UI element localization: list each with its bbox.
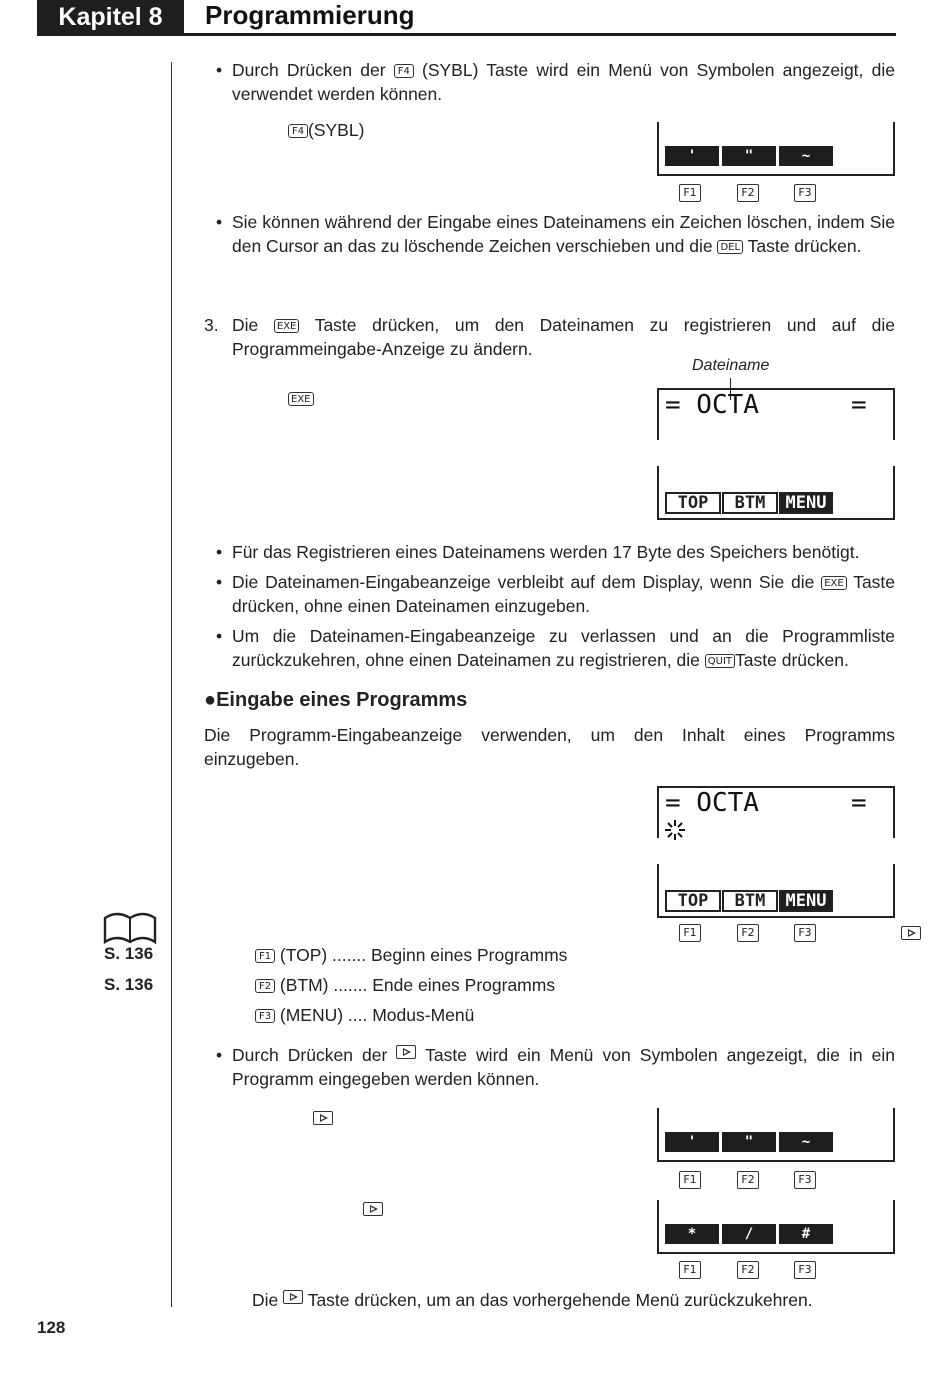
screen-softkey: ~ (779, 146, 833, 166)
del-bullet (232, 210, 895, 258)
note-text: Taste drücken. (735, 650, 849, 670)
f4-key-icon: F4 (394, 64, 414, 78)
del-key-icon: DEL (717, 240, 743, 254)
screen-softkey: ' (665, 1132, 719, 1152)
cursor-icon (663, 818, 687, 842)
step-number: 3. (204, 315, 219, 335)
chapter-title: Programmierung (205, 0, 415, 30)
chapter-badge: Kapitel 8 (37, 0, 184, 34)
screen-softkey: " (722, 1132, 776, 1152)
screen-softkey: ' (665, 146, 719, 166)
screen-softkey: # (779, 1224, 833, 1244)
closing-text-part: Taste drücken, um an das vorhergehende Menü zurückzukehren. (307, 1290, 813, 1310)
menu-legend (255, 940, 567, 1030)
menu-top: TOP (665, 492, 721, 514)
bullet-text: Taste drücken. (747, 236, 862, 256)
f3-key-icon: F3 (794, 184, 816, 202)
f3-key-icon: F3 (794, 1171, 816, 1189)
calc-screen-menu (657, 864, 895, 918)
note-bytes: • Für das Registrieren eines Dateinamens werden 17 Byte des Speichers benötigt. (232, 540, 895, 564)
calc-screen-sybl (657, 122, 895, 176)
bullet-text: (SYBL) Taste wird ein Menü von Symbolen angezeigt, die verwendet werden können. (232, 60, 895, 104)
step-label: (SYBL) (308, 120, 365, 140)
f2-key-icon: F2 (255, 979, 275, 993)
margin-rule (171, 62, 172, 1307)
legend-item (255, 970, 567, 1000)
page-number: 128 (37, 1318, 66, 1337)
legend-item (255, 1000, 567, 1030)
menu-btm: BTM (722, 492, 778, 514)
f2-key-icon: F2 (737, 1261, 759, 1279)
exe-key-icon: EXE (288, 392, 314, 406)
quit-key-icon: QUIT (705, 654, 735, 668)
right-arrow-key-icon (283, 1290, 303, 1304)
menu-menu: MENU (779, 492, 833, 514)
calc-screen-menu (657, 466, 895, 520)
f4-key-icon: F4 (288, 124, 308, 138)
section-intro: Die Programm-Eingabeanzeige verwenden, um den Inhalt eines Programms einzugeben. (204, 725, 895, 769)
closing-text (252, 1288, 813, 1312)
page-ref: S. 136 (104, 975, 154, 994)
menu-menu: MENU (779, 890, 833, 912)
exe-key-icon: EXE (274, 319, 300, 333)
menu-btm: BTM (722, 890, 778, 912)
legend-item (255, 940, 567, 970)
legend-text: (MENU) .... Modus-Menü (279, 1005, 475, 1025)
section-heading: ●Eingabe eines Programms (204, 689, 468, 711)
step3-key (288, 388, 314, 409)
menu-top: TOP (665, 890, 721, 912)
legend-text: (BTM) ....... Ende eines Programms (279, 975, 556, 995)
f3-key-icon: F3 (794, 924, 816, 942)
symbol-bullet (232, 1043, 895, 1091)
screen-softkey: / (722, 1224, 776, 1244)
right-arrow-key-icon (313, 1111, 333, 1125)
bullet-text: Taste wird ein Menü von Symbolen angezeigt, die in ein Programm eingegeben werden können. (232, 1045, 895, 1089)
sybl-bullet (232, 58, 895, 106)
right-arrow-key-icon (363, 1202, 383, 1216)
f1-key-icon: F1 (679, 924, 701, 942)
right-arrow-key-icon (396, 1045, 416, 1059)
note-text: Die Dateinamen-Eingabeanzeige verbleibt auf dem Display, wenn Sie die (232, 572, 815, 592)
note-text: Um die Dateinamen-Eingabeanzeige zu verlassen und an die Programmliste zurückzukehren, ohne einen Dateinamen zu registrieren, die (232, 626, 895, 670)
f2-key-icon: F2 (737, 924, 759, 942)
page-ref: S. 136 (104, 944, 154, 963)
header-rule (37, 33, 896, 36)
calc-screen-filename (657, 388, 895, 440)
filename-callout: Dateiname (692, 357, 770, 374)
step-text: Taste drücken, um den Dateinamen zu registrieren und auf die Programmeingabe-Anzeige zu ändern. (232, 315, 895, 359)
note-quit (232, 624, 895, 672)
note-exe (232, 570, 895, 618)
lcd-eq: = (851, 390, 867, 420)
bullet-text: Durch Drücken der (232, 60, 386, 80)
f3-key-icon: F3 (255, 1009, 275, 1023)
f2-key-icon: F2 (737, 1171, 759, 1189)
step-text: Die (232, 315, 259, 335)
step3-text (232, 313, 895, 361)
sybl-step (288, 118, 364, 142)
f1-key-icon: F1 (679, 1261, 701, 1279)
f1-key-icon: F1 (679, 184, 701, 202)
calc-screen-program (657, 786, 895, 838)
book-icon (102, 910, 158, 946)
calc-screen-symbols-2 (657, 1200, 895, 1254)
screen-softkey: " (722, 146, 776, 166)
screen-softkey: * (665, 1224, 719, 1244)
lcd-text: = OCTA (665, 390, 759, 420)
f2-key-icon: F2 (737, 184, 759, 202)
exe-key-icon: EXE (821, 576, 847, 590)
bullet-text: Sie können während der Eingabe eines Dateinamens ein Zeichen löschen, indem Sie den Cursor an das zu löschende Zeichen verschieben und die (232, 212, 895, 256)
calc-screen-symbols-1 (657, 1108, 895, 1162)
legend-text: (TOP) ....... Beginn eines Programms (279, 945, 568, 965)
screen-softkey: ~ (779, 1132, 833, 1152)
f3-key-icon: F3 (794, 1261, 816, 1279)
closing-text-part: Die (252, 1290, 279, 1310)
bullet-text: Durch Drücken der (232, 1045, 388, 1065)
right-arrow-key-icon (901, 926, 921, 940)
note-text: Taste drücken, ohne einen Dateinamen einzugeben. (232, 572, 896, 616)
f1-key-icon: F1 (679, 1171, 701, 1189)
lcd-eq: = (851, 788, 867, 818)
lcd-text: = OCTA (665, 788, 759, 818)
f1-key-icon: F1 (255, 949, 275, 963)
